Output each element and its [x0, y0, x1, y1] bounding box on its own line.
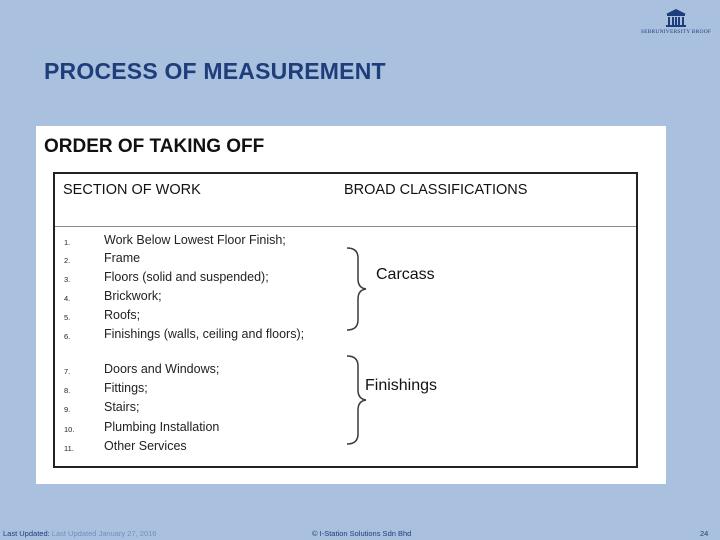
- item-text: Brickwork;: [104, 289, 162, 303]
- item-number: 10.: [64, 425, 75, 434]
- classification-table: [53, 172, 638, 468]
- last-updated-label: Last Updated:: [3, 529, 50, 538]
- group-label-carcass: Carcass: [376, 266, 435, 283]
- column-header-section: SECTION OF WORK: [63, 182, 201, 198]
- item-text: Plumbing Installation: [104, 420, 220, 434]
- item-number: 5.: [64, 313, 71, 322]
- university-logo: [636, 8, 716, 38]
- item-number: 9.: [64, 405, 71, 414]
- last-updated-value: Last Updated January 27, 2016: [51, 529, 157, 538]
- finishings-brace: [345, 354, 369, 446]
- item-text: Fittings;: [104, 381, 148, 395]
- item-text: Work Below Lowest Floor Finish;: [104, 233, 286, 247]
- item-text: Roofs;: [104, 308, 141, 322]
- item-text: Doors and Windows;: [104, 362, 220, 376]
- item-text: Finishings (walls, ceiling and floors);: [104, 327, 305, 341]
- item-number: 1.: [64, 238, 71, 247]
- item-number: 6.: [64, 332, 71, 341]
- logo-text: SEBRUNIVERSITY BROOF: [640, 29, 712, 35]
- column-header-classification: BROAD CLASSIFICATIONS: [344, 182, 528, 198]
- last-updated: [3, 529, 156, 538]
- item-number: 3.: [64, 275, 71, 284]
- item-number: 7.: [64, 367, 71, 376]
- content-panel: [36, 126, 666, 484]
- copyright: © I-Station Solutions Sdn Bhd: [312, 529, 412, 538]
- item-text: Stairs;: [104, 400, 140, 414]
- carcass-brace: [345, 246, 369, 332]
- table-header-row: [55, 174, 636, 227]
- university-building-icon: [664, 8, 688, 28]
- item-text: Floors (solid and suspended);: [104, 270, 269, 284]
- item-text: Other Services: [104, 439, 187, 453]
- item-number: 2.: [64, 256, 71, 265]
- slide-title: PROCESS OF MEASUREMENT: [44, 58, 386, 84]
- item-number: 4.: [64, 294, 71, 303]
- item-number: 8.: [64, 386, 71, 395]
- item-number: 11.: [64, 444, 74, 453]
- panel-heading: ORDER OF TAKING OFF: [44, 136, 265, 157]
- item-text: Frame: [104, 251, 141, 265]
- group-label-finishings: Finishings: [365, 377, 438, 394]
- page-number: 24: [700, 529, 709, 538]
